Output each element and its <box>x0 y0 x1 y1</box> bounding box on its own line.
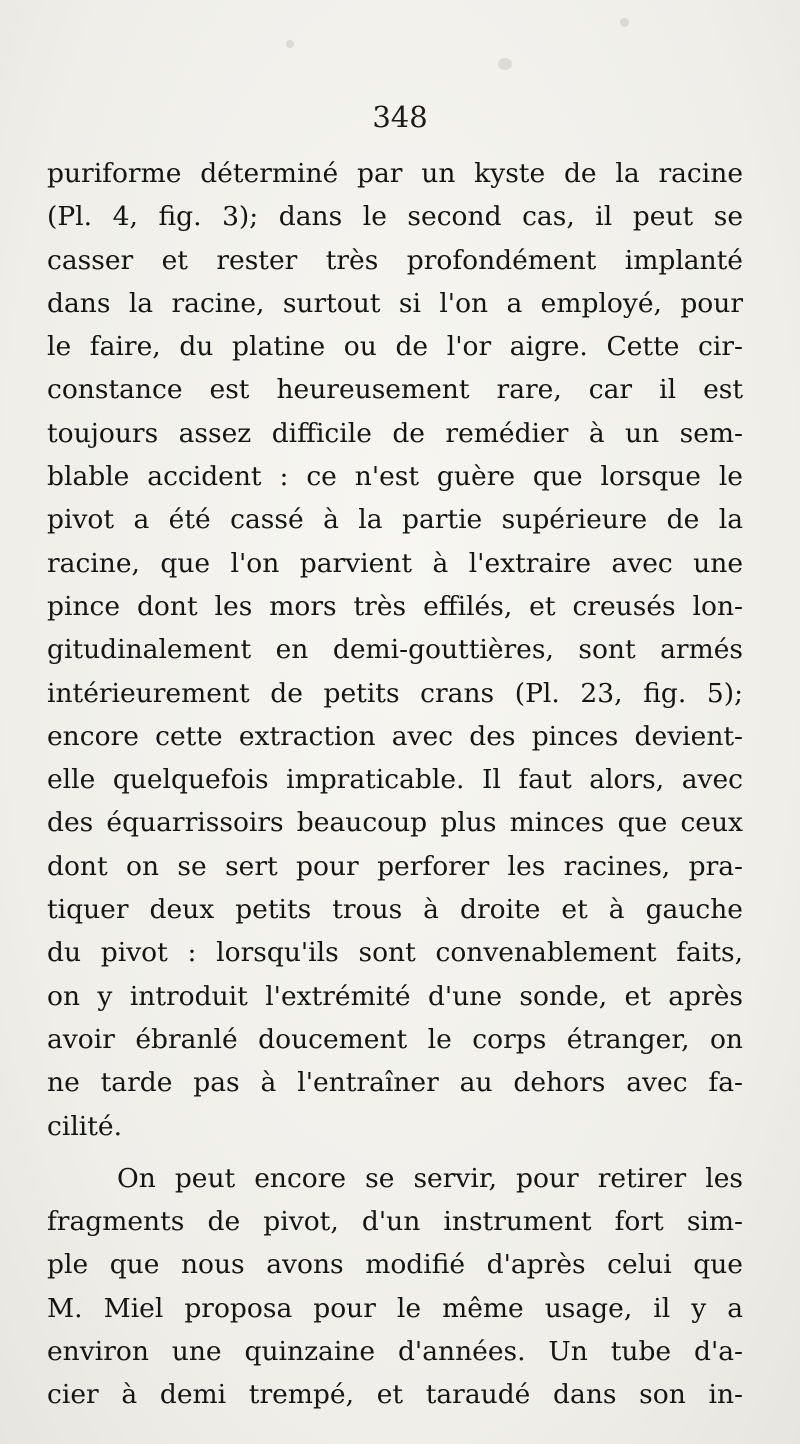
text-line: pince dont les mors très effilés, et creusés lon- <box>47 590 743 622</box>
paper-stain <box>498 58 512 70</box>
paragraph-gap <box>47 1148 743 1157</box>
text-line: M. Miel proposa pour le même usage, il y a <box>47 1292 743 1324</box>
paper-stain <box>286 40 294 48</box>
text-line: (Pl. 4, fig. 3); dans le second cas, il peut se <box>47 201 743 233</box>
text-line: blable accident : ce n'est guère que lorsque le <box>47 461 743 493</box>
text-line: puriforme déterminé par un kyste de la racine <box>47 158 743 189</box>
text-line: encore cette extraction avec des pinces devient- <box>47 720 743 752</box>
text-line: environ une quinzaine d'années. Un tube d'a- <box>47 1336 743 1368</box>
text-line: cilité. <box>47 1110 123 1142</box>
text-line: elle quelquefois impraticable. Il faut alors, avec <box>47 764 743 796</box>
text-line: du pivot : lorsqu'ils sont convenablement faits, <box>47 937 743 969</box>
text-line: ne tarde pas à l'entraîner au dehors avec fa- <box>47 1067 743 1099</box>
text-line: le faire, du platine ou de l'or aigre. Cette cir- <box>47 331 743 363</box>
text-line: avoir ébranlé doucement le corps étranger, on <box>47 1023 743 1055</box>
text-line: on y introduit l'extrémité d'une sonde, et après <box>47 980 743 1012</box>
text-line: ple que nous avons modifié d'après celui que <box>47 1249 743 1281</box>
paper-stain <box>620 18 629 27</box>
text-line: constance est heureusement rare, car il est <box>47 374 743 406</box>
text-line: des équarrissoirs beaucoup plus minces que ceux <box>47 807 743 839</box>
text-line: racine, que l'on parvient à l'extraire avec une <box>47 547 743 579</box>
body-text <box>47 152 743 1417</box>
text-line: fragments de pivot, d'un instrument fort sim- <box>47 1206 743 1238</box>
text-line: gitudinalement en demi-gouttières, sont armés <box>47 634 743 666</box>
text-line: On peut encore se servir, pour retirer les <box>117 1162 743 1194</box>
text-line: dont on se sert pour perforer les racines, pra- <box>47 850 743 882</box>
text-line: pivot a été cassé à la partie supérieure de la <box>47 504 743 536</box>
text-line: casser et rester très profondément implanté <box>47 244 743 276</box>
page-number: 348 <box>372 100 428 134</box>
text-line: toujours assez difficile de remédier à un sem- <box>47 417 743 449</box>
text-line: dans la racine, surtout si l'on a employé, pour <box>47 287 743 319</box>
text-line: intérieurement de petits crans (Pl. 23, fig. 5); <box>47 677 743 709</box>
text-line: cier à demi trempé, et taraudé dans son in- <box>47 1379 743 1411</box>
text-line: tiquer deux petits trous à droite et à gauche <box>47 894 743 926</box>
